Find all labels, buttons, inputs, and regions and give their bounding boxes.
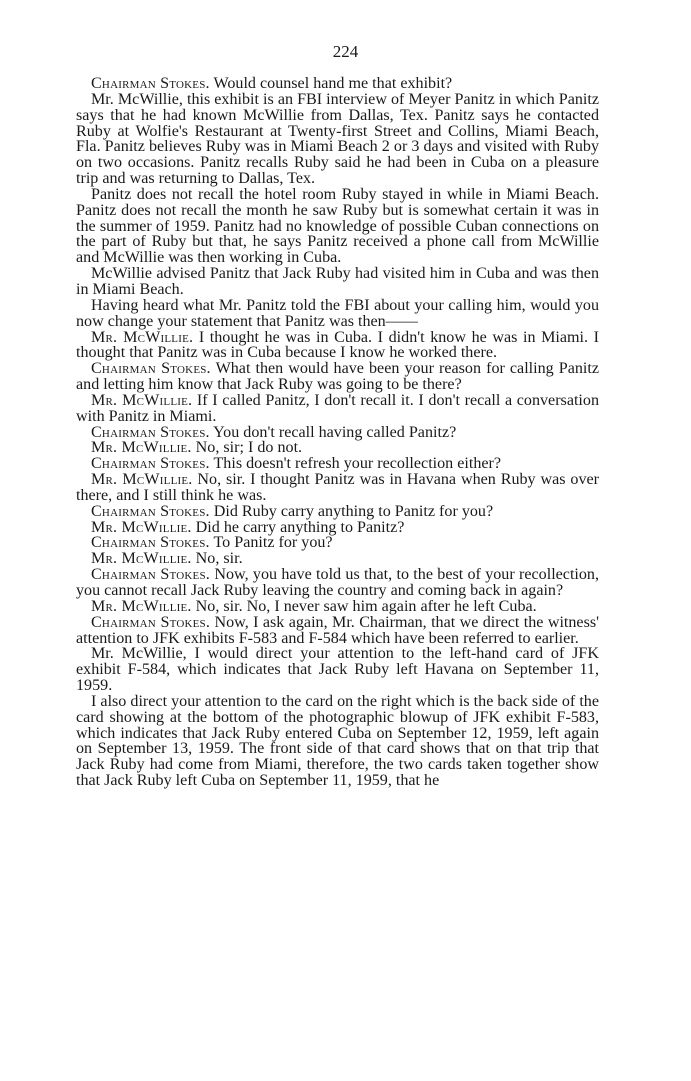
transcript-paragraph: [76, 330, 599, 362]
transcript-paragraph: [76, 76, 599, 92]
speaker-name: Chairman Stokes.: [91, 534, 210, 552]
transcript-paragraph: [76, 599, 599, 615]
page-number: 224: [332, 42, 359, 61]
speaker-name: Mr. McWillie.: [91, 597, 192, 615]
speaker-name: Mr. McWillie.: [91, 471, 193, 489]
transcript-paragraph: [76, 615, 599, 647]
paragraph-text: Now, I ask again, Mr. Chairman, that we direct the witness' attention to JFK exhibits F-583 and F-584 which have been referred to earlier.: [76, 613, 600, 647]
speaker-name: Chairman Stokes.: [91, 502, 210, 520]
paragraph-text: Did he carry anything to Panitz?: [195, 518, 405, 536]
paragraph-text: This doesn't refresh your recollection either?: [213, 455, 502, 473]
transcript-paragraph: [76, 551, 599, 567]
paragraph-text: Mr. McWillie, I would direct your attention to the left-hand card of JFK exhibit F-584, which indicates that Jack Ruby left Havana on September 11, 1959.: [76, 645, 599, 695]
transcript-paragraph: [76, 535, 599, 551]
paragraph-text: No, sir. I thought Panitz was in Havana when Ruby was over there, and I still think he was.: [76, 471, 600, 504]
transcript-paragraph: [76, 92, 599, 187]
paragraph-text: You don't recall having called Panitz?: [213, 423, 457, 441]
transcript-paragraph: [76, 425, 599, 441]
speaker-name: Chairman Stokes.: [91, 455, 210, 473]
paragraph-text: McWillie advised Panitz that Jack Ruby had visited him in Cuba and was then in Miami Beach.: [76, 265, 599, 298]
paragraph-text: No, sir. No, I never saw him again after he left Cuba.: [195, 597, 537, 615]
paragraph-text: I thought he was in Cuba. I didn't know he was in Miami. I thought that Panitz was in Cuba because I know he worked there.: [76, 328, 600, 362]
paragraph-text: Did Ruby carry anything to Panitz for you?: [213, 502, 494, 520]
transcript-paragraph: [76, 440, 599, 456]
paragraph-text: To Panitz for you?: [213, 534, 333, 552]
speaker-name: Chairman Stokes.: [91, 360, 211, 378]
transcript-paragraph: [76, 472, 599, 504]
transcript-paragraph: [76, 187, 599, 266]
speaker-name: Mr. McWillie.: [91, 439, 192, 457]
transcript-paragraph: [76, 456, 599, 472]
paragraph-text: I also direct your attention to the card on the right which is the back side of the card showing at the bottom of the photographic blowup of JFK exhibit F-583, which indicates that Jack Ruby entered Cuba on September 12, 1959, left again on September 13, 1959. The front side of that card shows that on that trip that Jack Ruby had come from Miami, therefore, the two cards taken together show that Jack Ruby left Cuba on September 11, 1959, that he: [76, 692, 599, 790]
speaker-name: Mr. McWillie.: [91, 328, 194, 346]
transcript-body: [76, 76, 599, 789]
speaker-name: Chairman Stokes.: [91, 566, 211, 584]
speaker-name: Chairman Stokes.: [91, 75, 210, 92]
paragraph-text: Now, you have told us that, to the best of your recollection, you cannot recall Jack Ruby leaving the country and coming back in again?: [76, 566, 600, 599]
speaker-name: Chairman Stokes.: [91, 613, 211, 631]
transcript-paragraph: [76, 694, 599, 789]
speaker-name: Mr. McWillie.: [91, 550, 192, 568]
paragraph-text: No, sir; I do not.: [195, 439, 303, 457]
paragraph-text: No, sir.: [195, 550, 243, 568]
speaker-name: Chairman Stokes.: [91, 423, 210, 441]
paragraph-text: Having heard what Mr. Panitz told the FBI about your calling him, would you now change your statement that Panitz was then——: [76, 296, 599, 330]
speaker-name: Mr. McWillie.: [91, 391, 193, 409]
speaker-name: Mr. McWillie.: [91, 518, 192, 536]
transcript-paragraph: [76, 393, 599, 425]
transcript-paragraph: [76, 504, 599, 520]
transcript-paragraph: [76, 520, 599, 536]
transcript-paragraph: [76, 567, 599, 599]
transcript-paragraph: [76, 266, 599, 298]
paragraph-text: Mr. McWillie, this exhibit is an FBI interview of Meyer Panitz in which Panitz says that he had known McWillie from Dallas, Tex. Panitz says he contacted Ruby at Wolfie's Restaurant at Twenty-first Street and Collins, Miami Beach, Fla. Panitz believes Ruby was in Miami Beach 2 or 3 days and visited with Ruby on two occasions. Panitz recalls Ruby said he had been in Cuba on a pleasure trip and was returning to Dallas, Tex.: [76, 90, 599, 188]
transcript-paragraph: [76, 646, 599, 694]
paragraph-text: Panitz does not recall the hotel room Ruby stayed in while in Miami Beach. Panitz does not recall the month he saw Ruby but is somewhat certain it was in the summer of 1959. Panitz had no knowledge of possible Cuban connections on the part of Ruby but that, he says Panitz received a phone call from McWillie and McWillie was then working in Cuba.: [76, 185, 599, 267]
paragraph-text: What then would have been your reason for calling Panitz and letting him know that Jack Ruby was going to be there?: [76, 360, 599, 394]
paragraph-text: Would counsel hand me that exhibit?: [213, 75, 453, 92]
transcript-paragraph: [76, 361, 599, 393]
transcript-paragraph: [76, 298, 599, 330]
paragraph-text: If I called Panitz, I don't recall it. I don't recall a conversation with Panitz in Miami.: [76, 391, 599, 425]
